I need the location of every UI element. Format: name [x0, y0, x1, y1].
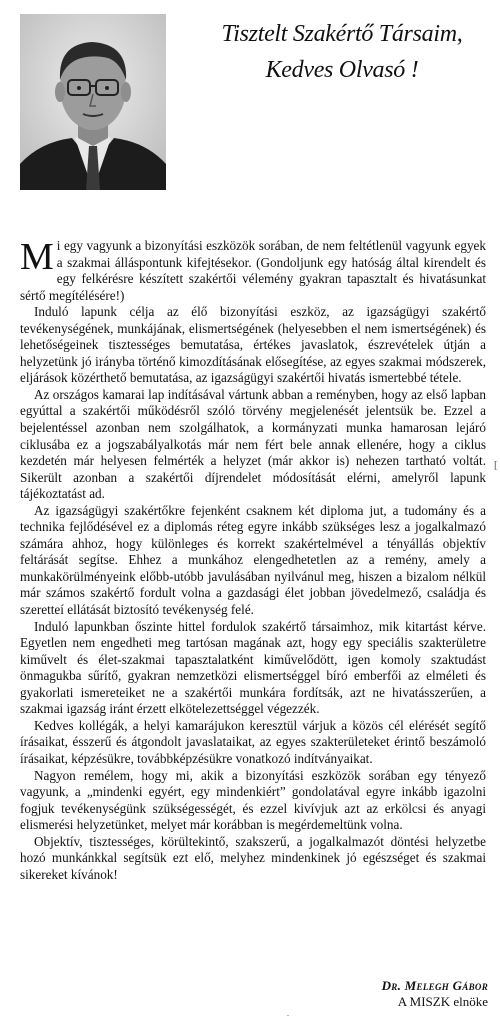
- signature-title: A MISZK elnöke: [397, 994, 488, 1009]
- article-paragraph-7: Nagyon remélem, hogy mi, akik a bizonyítási eszközök sorában egy tényező vagyunk, a „mindenki egyért, egy mindenkiért” gondolatával egyre inkább igazolni fogjuk tevékenységünk szükségességét, és ezzel kivívjuk azt az erkölcsi és anyagi elismerési helyzetünket, melyet már korábban is megérdemeltünk volna.: [20, 767, 486, 833]
- article-paragraph-1: Mi egy vagyunk a bizonyítási eszközök sorában, de nem feltétlenül vagyunk egyek a szakmai álláspontunk kifejtésekor. (Gondoljunk egy hatóság által kirendelt és egy felkérésre készített szakértői vélemény gyakran tapasztalt és hivatásunkat sértő megítélésére!): [20, 236, 486, 303]
- article-body: [20, 238, 486, 883]
- page-bottom-mark: .: [287, 1009, 289, 1018]
- author-portrait-photo: [20, 14, 166, 190]
- portrait-illustration: [20, 14, 166, 190]
- greeting-line-1: Tisztelt Szakértő Társaim,: [221, 21, 463, 47]
- greeting-heading: [192, 16, 492, 88]
- signature-name: Dr. Melegh Gábor: [381, 978, 488, 993]
- article-paragraph-5: Induló lapunkban őszinte hittel fordulok szakértő társaimhoz, mik kitartást kérve. Egyetlen nem engedheti meg tartósan magának azt, hogy egy speciális szakterületre kiművelt és élet-szakmai tapasztalatként kiművelődött, igen komoly szaktudást önmagukba sűrítő, gyakran nemzetközi elismertséggel bíró emberfői az elméleti és gyakorlati ismereteiket ne a szakértői munkára fordítsák, azt ne hivatásszerűen, a szakmai igazság iránt érzett elkötelezettséggel végezzék.: [20, 618, 486, 717]
- article-paragraph-2: Induló lapunk célja az élő bizonyítási eszköz, az igazságügyi szakértő tevékenységének, munkájának, elismertségének (helyesebben el nem ismertségének) és lehetőségeinek tisztességes bemutatása, értékes javaslatok, észrevételek útján a helyzetünk jó irányba történő kimozdításának elősegítése, az egyes szakmai módszerek, eljárások közérthető bemutatása, az igazságügyi szakértői hivatás ismertebbé tétele.: [20, 304, 486, 386]
- article-paragraph-6: Kedves kollégák, a helyi kamarájukon keresztül várjuk a közös cél elérését segítő írásaikat, ésszerű és átgondolt javaslataikat, az egyes szakterületeket érintő beszámoló írásaikat, képzésükre, továbbképzésükre vonatkozó indítványaikat.: [20, 717, 486, 766]
- page-edge-mark: [: [494, 459, 498, 471]
- article-paragraph-8: Objektív, tisztességes, körültekintő, szakszerű, a jogalkalmazót döntési helyzetbe hozó munkánkkal segítsük ezt elő, melyhez mindenkinek jó egészséget és szakmai sikereket kívánok!: [20, 833, 486, 882]
- greeting-line-2: Kedves Olvasó !: [265, 57, 419, 83]
- drop-cap: M: [20, 236, 54, 278]
- article-paragraph-3: Az országos kamarai lap indításával vártunk abban a reményben, hogy az első lapban egyúttal a szakértői működésről szóló törvény megjelenését jelentsük be. Ezzel a bejelentéssel azonban nem szolgálhatok, a kormányzati munka hamarosan lejáró ciklusába ez a jogszabályalkotás már nem fért bele annak ellenére, hogy a ciklus kezdetén már helyesen felmérték a helyzet (már akkor is) nehezen tartható voltát. Sikerült azonban a szakértői díjrendelet módosítását elérni, amelyről lapunk tájékoztatást ad.: [20, 386, 486, 502]
- article-paragraph-4: Az igazságügyi szakértőkre fejenként csaknem két diploma jut, a tudomány és a technika fejlődésével ez a diplomás réteg egyre inkább szükséges lesz a jogalkalmazó számára ahhoz, hogy különleges és korrekt szakértelmével a tényállás objektív feltárását segítse. Ehhez a munkához elengedhetetlen az a remény, amely a munkakörülményeink előbb-utóbb javulásában nyilvánul meg, hiszen a bizalom nélkül már számos szakértő fordult volna a gazdasági élet jobban jövedelmező, családja és szeretteí ellátását biztosító tevékenység felé.: [20, 502, 486, 618]
- signature-block: [382, 978, 488, 1010]
